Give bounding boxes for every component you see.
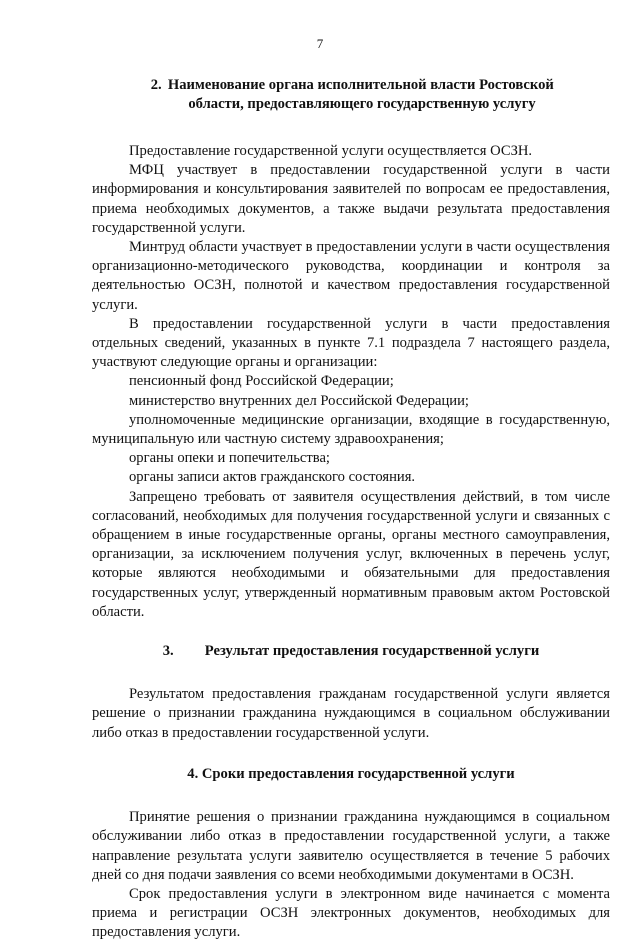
section-2-title-line1: Наименование органа исполнительной власти Ростовской bbox=[167, 77, 554, 93]
section-2-list-item: органы опеки и попечительства; bbox=[129, 450, 330, 467]
section-2-list-item: органы записи актов гражданского состояния. bbox=[129, 469, 416, 486]
section-4-paragraph: Принятие решения о признании гражданина нуждающимся в социальном обслуживании либо отказ в предоставлении государственной услуги, а также направление результата услуги заявителю осуществляется в течение 5 рабочих дней со дня подачи заявления со всеми необходимыми документами в ОСЗН. bbox=[92, 809, 610, 883]
section-4-paragraph: Срок предоставления услуги в электронном виде начинается с момента приема и регистрации ОСЗН электронных документов, необходимых для предоставления услуги. bbox=[92, 885, 610, 941]
page-content bbox=[92, 76, 610, 943]
section-2-list-item: пенсионный фонд Российской Федерации; bbox=[129, 373, 394, 390]
section-3-number: 3. bbox=[162, 643, 174, 660]
section-3-heading bbox=[92, 642, 610, 661]
section-3-paragraph: Результатом предоставления гражданам государственной услуги является решение о признании гражданина нуждающимся в социальном обслуживании либо отказ в предоставлении государственной услуги. bbox=[92, 686, 610, 741]
section-2-paragraph: Минтруд области участвует в предоставлении услуги в части осуществления организационно-методического руководства, координации и контроля за деятельностью ОСЗН, полнотой и качеством предоставления государственной услуги. bbox=[92, 239, 610, 313]
section-2-heading-line1 bbox=[92, 76, 610, 95]
page-number: 7 bbox=[316, 36, 324, 51]
section-2-list-item: министерство внутренних дел Российской Федерации; bbox=[129, 392, 469, 409]
section-2-heading bbox=[92, 76, 610, 114]
section-2-number: 2. bbox=[150, 77, 162, 93]
section-2-paragraph: Предоставление государственной услуги осуществляется ОСЗН. bbox=[129, 143, 533, 159]
section-2-title-line2: области, предоставляющего государственную услугу bbox=[188, 96, 536, 112]
section-2-paragraph: МФЦ участвует в предоставлении государственной услуги в части информирования и консультирования заявителей по вопросам ее предоставления, приема необходимых документов, а также выдачи результата предоставления государственной услуги. bbox=[92, 162, 610, 236]
section-3-title: Результат предоставления государственной услуги bbox=[204, 643, 540, 660]
section-2-list-item: уполномоченные медицинские организации, входящие в государственную, муниципальную или частную систему здравоохранения; bbox=[92, 411, 610, 448]
section-2-final-paragraph: Запрещено требовать от заявителя осуществления действий, в том числе согласований, необходимых для получения государственной услуги и связанных с обращением в иные государственные органы, органы местного самоуправления, организации, за исключением получения услуг, включенных в перечень услуг, которые являются необходимыми и обязательными для предоставления государственных услуг, утвержденный нормативным правовым актом Ростовской области. bbox=[92, 488, 610, 620]
section-4-heading: 4. Сроки предоставления государственной услуги bbox=[187, 765, 515, 782]
section-2-paragraph: В предоставлении государственной услуги в части предоставления отдельных сведений, указанных в пункте 7.1 подраздела 7 настоящего раздела, участвуют следующие органы и организации: bbox=[92, 315, 610, 371]
